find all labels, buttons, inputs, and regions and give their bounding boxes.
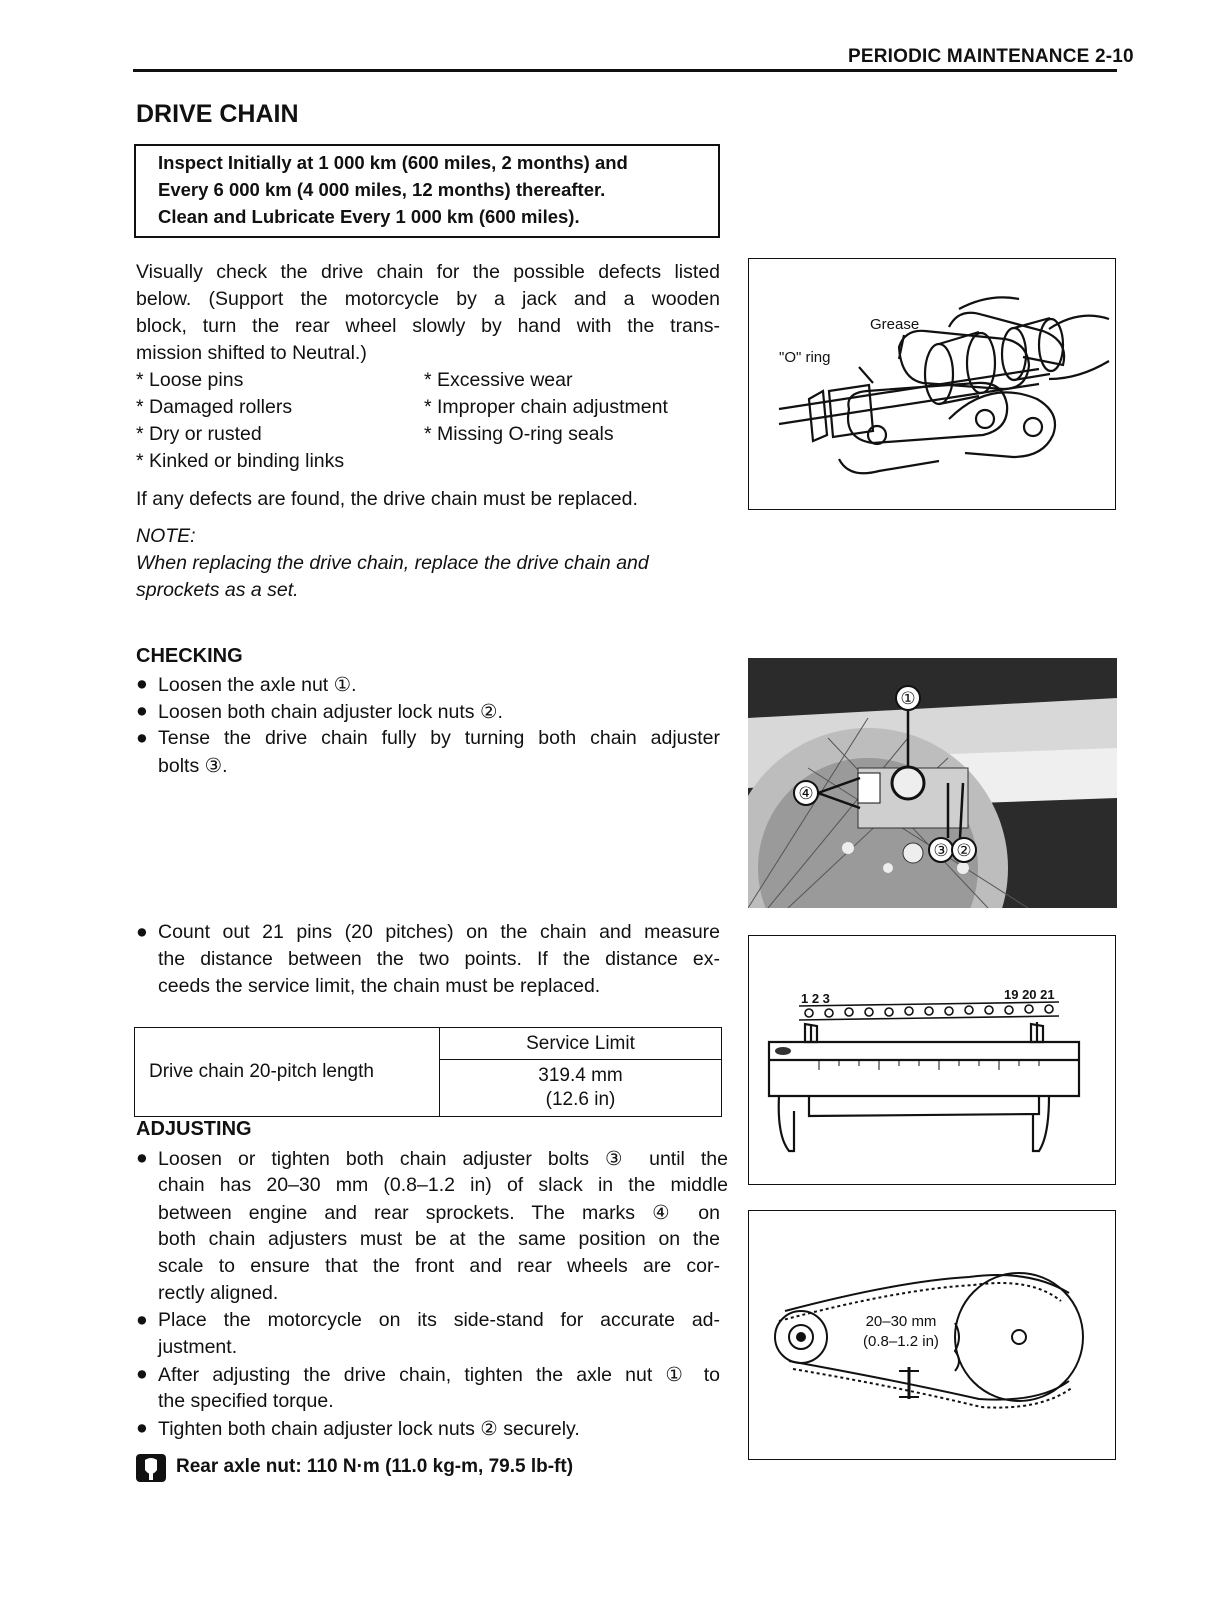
slack-mm: 20–30 mm — [865, 1313, 937, 1330]
spec-header: Service Limit — [440, 1028, 722, 1060]
defect-item: * Damaged rollers — [136, 396, 293, 418]
oring-chain-drawing — [749, 259, 1114, 508]
page-header: PERIODIC MAINTENANCE 2-10 — [848, 46, 1134, 67]
checking-bullet-3b: bolts ③. — [158, 755, 228, 777]
measure-line-1: Count out 21 pins (20 pitches) on the chain and measure — [158, 921, 720, 943]
chain-slack-drawing — [749, 1211, 1114, 1458]
checking-heading: CHECKING — [136, 645, 243, 667]
torque-wrench-icon — [136, 1454, 166, 1482]
callout-2: ② — [956, 841, 972, 860]
section-title: DRIVE CHAIN — [136, 100, 299, 128]
header-rule — [133, 69, 1117, 72]
bullet-dot: ● — [136, 1363, 148, 1385]
adjust-b1-line-1: Loosen or tighten both chain adjuster bolts ③ until the — [158, 1148, 728, 1170]
defect-item: * Loose pins — [136, 369, 244, 391]
interval-line-2: Every 6 000 km (4 000 miles, 12 months) thereafter. — [158, 179, 606, 200]
adjust-b3-line-2: the specified torque. — [158, 1390, 334, 1412]
callout-1: ① — [900, 689, 916, 708]
adjust-b3-line-1: After adjusting the drive chain, tighten the axle nut ① to — [158, 1364, 720, 1386]
bullet-dot: ● — [136, 1309, 148, 1331]
torque-spec: Rear axle nut: 110 N·m (11.0 kg-m, 79.5 lb-ft) — [176, 1456, 574, 1477]
spec-value-cell — [440, 1060, 722, 1117]
label-oring: "O" ring — [779, 349, 831, 366]
interval-box — [134, 144, 720, 238]
bullet-dot: ● — [136, 673, 148, 695]
defect-item: * Missing O-ring seals — [424, 423, 614, 445]
note-line-1: When replacing the drive chain, replace the drive chain and — [136, 552, 649, 574]
checking-bullet-2: Loosen both chain adjuster lock nuts ②. — [158, 701, 503, 723]
figure-chain-slack — [748, 1210, 1116, 1460]
figure-oring-chain — [748, 258, 1116, 510]
bullet-dot: ● — [136, 727, 148, 749]
figure-chain-measure — [748, 935, 1116, 1185]
adjusting-heading: ADJUSTING — [136, 1118, 252, 1140]
intro-line-2: below. (Support the motorcycle by a jack and a wooden — [136, 288, 720, 310]
note-line-2: sprockets as a set. — [136, 579, 299, 601]
defect-item: * Kinked or binding links — [136, 450, 345, 472]
callout-4: ④ — [798, 784, 814, 803]
spec-table — [134, 1027, 722, 1117]
intro-line-3: block, turn the rear wheel slowly by hand with the trans- — [136, 315, 720, 337]
replace-text: If any defects are found, the drive chain must be replaced. — [136, 488, 638, 510]
interval-line-3: Clean and Lubricate Every 1 000 km (600 miles). — [158, 206, 580, 227]
spec-value-mm: 319.4 mm — [538, 1065, 623, 1086]
adjust-b1-line-2: chain has 20–30 mm (0.8–1.2 in) of slack in the middle — [158, 1174, 728, 1196]
figure-axle-photo — [748, 658, 1117, 908]
defect-item: * Improper chain adjustment — [424, 396, 668, 418]
label-pins-start: 1 2 3 — [801, 991, 830, 1006]
spec-value-in: (12.6 in) — [545, 1089, 616, 1110]
adjust-b1-line-4: both chain adjusters must be at the same position on the — [158, 1228, 720, 1250]
bullet-dot: ● — [136, 921, 148, 943]
bullet-dot: ● — [136, 1417, 148, 1439]
chain-measure-drawing — [749, 936, 1114, 1183]
defect-item: * Dry or rusted — [136, 423, 262, 445]
adjust-b1-line-3: between engine and rear sprockets. The marks ④ on — [158, 1202, 720, 1224]
measure-line-2: the distance between the two points. If the distance ex- — [158, 948, 720, 970]
note-label: NOTE: — [136, 525, 196, 547]
measure-line-3: ceeds the service limit, the chain must be replaced. — [158, 975, 601, 997]
bullet-dot: ● — [136, 1147, 148, 1169]
adjust-b2-line-1: Place the motorcycle on its side-stand for accurate ad- — [158, 1309, 720, 1331]
adjust-b4-line-1: Tighten both chain adjuster lock nuts ② securely. — [158, 1418, 580, 1440]
axle-photo-drawing — [748, 658, 1117, 908]
checking-bullet-1: Loosen the axle nut ①. — [158, 674, 357, 696]
intro-line-1: Visually check the drive chain for the possible defects listed — [136, 261, 720, 283]
spec-item: Drive chain 20-pitch length — [135, 1028, 440, 1117]
adjust-b1-line-6: rectly aligned. — [158, 1282, 279, 1304]
defect-item: * Excessive wear — [424, 369, 573, 391]
callout-3: ③ — [933, 841, 949, 860]
interval-line-1: Inspect Initially at 1 000 km (600 miles, 2 months) and — [158, 152, 628, 173]
intro-line-4: mission shifted to Neutral.) — [136, 342, 367, 364]
label-grease: Grease — [870, 316, 920, 333]
bullet-dot: ● — [136, 700, 148, 722]
slack-in: (0.8–1.2 in) — [863, 1333, 939, 1350]
adjust-b2-line-2: justment. — [158, 1336, 238, 1358]
adjust-b1-line-5: scale to ensure that the front and rear wheels are cor- — [158, 1255, 720, 1277]
checking-bullet-3: Tense the drive chain fully by turning both chain adjuster — [158, 727, 720, 749]
label-pins-end: 19 20 21 — [1004, 987, 1055, 1002]
